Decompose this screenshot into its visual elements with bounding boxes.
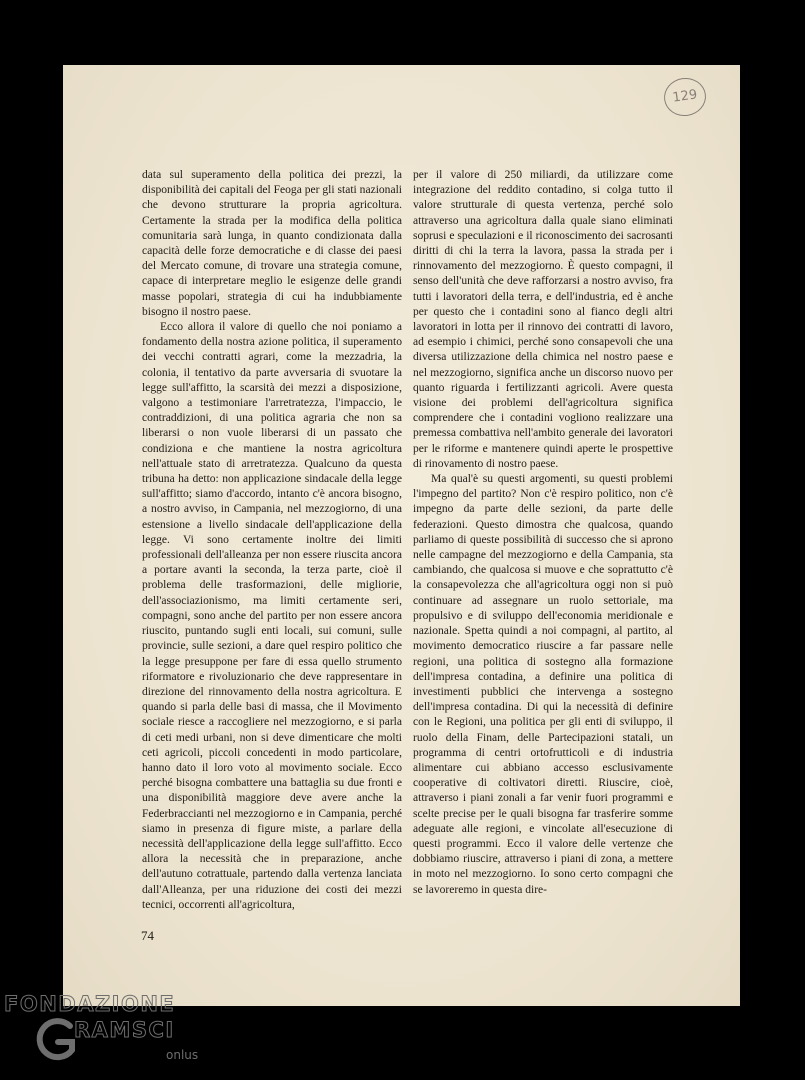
watermark-line1: FONDAZIONE (4, 992, 176, 1016)
left-paragraph-1: data sul superamento della politica dei prezzi, la disponibilità dei capitali del Feoga per gli stati nazionali che devono strutturare la propria agricoltura. Certamente la strada per la modifica della politica comunitaria sarà lunga, in quanto condizionata dalla capacità delle forze democratiche e di classe dei paesi del Mercato comune, di trovare una strategia comune, capace di interpretare meglio le esigenze delle grandi masse popolari, strategia di cui ha indubbiamente bisogno il nostro paese. (142, 169, 402, 318)
right-text-column (413, 168, 673, 898)
watermark-line3: onlus (166, 1048, 199, 1062)
gramsci-g-logo-icon (34, 1016, 78, 1066)
fondazione-gramsci-watermark (4, 992, 204, 1074)
page-number: 74 (141, 928, 154, 943)
archive-stamp: 129 (662, 75, 709, 118)
left-text-column (142, 168, 402, 913)
left-paragraph-2: Ecco allora il valore di quello che noi poniamo a fondamento della nostra azione politica, il superamento dei vecchi contratti agrari, come la mezzadria, la colonia, il tentativo da parte avversaria di svuotare la legge sull'affitto, la scarsità dei mezzi a disposizione, valgono a testimoniare l'arretratezza, l'impaccio, le contraddizioni, di una politica agraria che non sa liberarsi o non vuole liberarsi di un passato che condiziona e che mantiene la nostra agricoltura nell'attuale stato di arretratezza. Qualcuno da questa tribuna ha detto: non applicazione sindacale della legge sull'affitto; siamo d'accordo, intanto c'è ancora bisogno, a nostro avviso, in Campania, nel mezzogiorno, di una estensione a livello sindacale dell'applicazione della legge. Vi sono certamente inoltre dei limiti professionali dell'alleanza per non essere riuscita ancora a portare avanti la seconda, la terza parte, cioè il problema delle trasformazioni, delle migliorie, dell'associazionismo, ma limiti certamente seri, compagni, sono anche del partito per non essere ancora riuscito, puntando sugli enti locali, sui comuni, sulle provincie, sulle sezioni, a dare quel respiro politico che la legge presuppone per fare di essa quello strumento riformatore e rivoluzionario che deve rappresentare in direzione del rinnovamento della nostra agricoltura. E quando si parla delle basi di massa, che il Movimento sociale riesce a raccogliere nel mezzogiorno, e si parla di ceti medi urbani, non si deve dimenticare che molti ceti agricoli, piccoli concedenti in modo particolare, hanno dato il loro voto al movimento sociale. Ecco perché bisogna combattere una battaglia su due fronti e una disponibilità maggiore deve avere anche la Federbraccianti nel mezzogiorno e in Campania, perché siamo in presenza di figure miste, a parlare della necessità dell'applicazione della legge sull'affitto. Ecco allora la necessità che in preparazione, anche dell'autuno cotrattuale, partendo dalla vertenza lanciata dall'Alleanza, per una riduzione dei costi dei mezzi tecnici, occorrenti all'agricoltura, (142, 321, 402, 911)
right-paragraph-2: Ma qual'è su questi argomenti, su questi problemi l'impegno del partito? Non c'è respiro politico, non c'è impegno da parte delle sezioni, da parte delle federazioni. Questo dimostra che qualcosa, quando parliamo di queste possibilità di successo che si aprono nelle campagne del mezzogiorno e della Campania, sta cambiando, che qualcosa si muove e che soprattutto c'è la consapevolezza che all'agricoltura oggi non si può continuare ad assegnare un ruolo settoriale, ma propulsivo e di sviluppo dell'economia meridionale e nazionale. Spetta quindi a noi compagni, al partito, al movimento democratico riuscire a far passare nelle regioni, una politica di sostegno alla formazione dell'impresa contadina, a definire una politica di investimenti pubblici che intervenga a sostegno dell'impresa contadina. Di qui la necessità di definire con le Regioni, una politica per gli enti di sviluppo, il ruolo della Finam, delle Partecipazioni statali, un programma di centri ortofrutticoli e di industria alimentare cui abbiano accesso esclusivamente cooperative di coltivatori diretti. Riuscire, cioè, attraverso i piani zonali a far venir fuori programmi e scelte precise per le quali bisogna far trasferire somme adeguate alle regioni, e vincolate all'esecuzione di questi programmi. Ecco il valore delle vertenze che dobbiamo riuscire, attraverso i piani di zona, a mettere in moto nel mezzogiorno. Io sono certo compagni che se lavoreremo in questa dire- (413, 473, 673, 896)
right-paragraph-1: per il valore di 250 miliardi, da utilizzare come integrazione del reddito contadino, si colga tutto il valore strutturale di questa vertenza, perché solo attraverso una agricoltura dalla quale siano eliminati soprusi e speculazioni e il riconoscimento dei sacrosanti diritti di chi la terra la lavora, passa la strada per i rinnovamento del mezzogiorno. È questo compagni, il senso dell'unità che deve rafforzarsi a nostro avviso, fra tutti i lavoratori della terra, e dell'industria, ed è anche per questo che i contadini sono al fianco degli altri lavoratori in lotta per il rinnovo dei contratti di lavoro, ad esempio i chimici, perché sono consapevoli che una diversa utilizzazione della chimica nel nostro paese e nel mezzogiorno, significa anche un discorso nuovo per quanto riguarda i fertilizzanti agricoli. Avere questa visione dei problemi dell'agricoltura significa comprendere che i contadini vogliono realizzare una premessa combattiva nell'ambito generale dei lavoratori per le riforme e mantenere quindi aperte le prospettive di rinovamento di nostro paese. (413, 169, 673, 470)
watermark-line2: RAMSCI (74, 1018, 175, 1042)
